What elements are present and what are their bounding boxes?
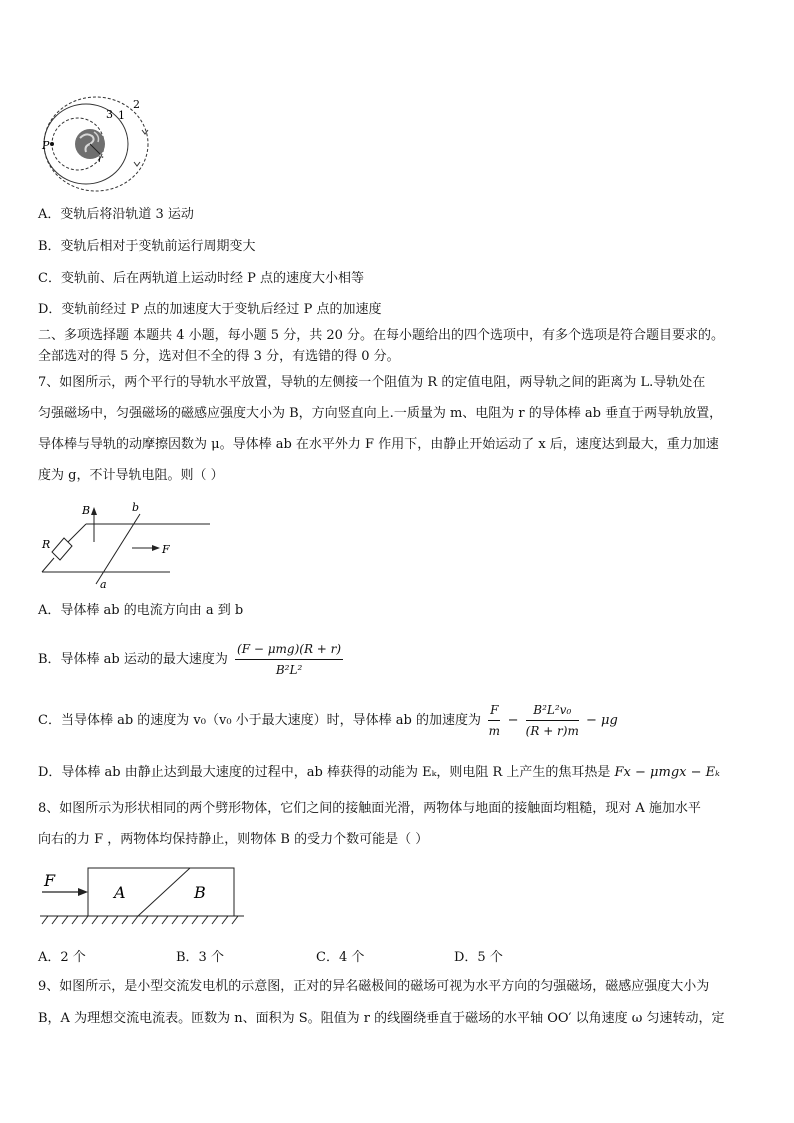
- rail-figure: [38, 500, 218, 592]
- q7-option-b-numerator: (F − μmg)(R + r): [235, 640, 343, 660]
- q7-stem-line4: 度为 g，不计导轨电阻。则（ ）: [38, 468, 224, 483]
- label-1: 1: [118, 109, 125, 122]
- label-b-field: B: [82, 504, 91, 517]
- label-r: r: [98, 154, 103, 165]
- q7-option-b-fraction: [235, 640, 343, 679]
- q7-option-b-text: B．导体棒 ab 运动的最大速度为: [38, 652, 228, 667]
- q7-option-c-fraction2: [526, 701, 579, 740]
- q6-option-c: C．变轨前、后在两轨道上运动时经 P 点的速度大小相等: [38, 271, 364, 286]
- q7-stem-line1: 7、如图所示，两个平行的导轨水平放置，导轨的左侧接一个阻值为 R 的定值电阻，两导轨之间的距离为 L.导轨处在: [38, 375, 706, 390]
- q7-option-c-f1-numerator: F: [488, 701, 500, 721]
- q7-option-b-denominator: B²L²: [275, 663, 303, 677]
- label-block-a: A: [114, 883, 126, 902]
- q7-option-b: [38, 640, 346, 679]
- q7-stem-line3: 导体棒与导轨的动摩擦因数为 μ。导体棒 ab 在水平外力 F 作用下，由静止开始运动了 x 后，速度达到最大，重力加速: [38, 437, 719, 452]
- q8-stem-line2: 向右的力 F ，两物体均保持静止，则物体 B 的受力个数可能是（ ）: [38, 832, 429, 847]
- label-force-f: F: [44, 871, 56, 890]
- q6-option-b: B．变轨后相对于变轨前运行周期变大: [38, 239, 256, 254]
- q7-option-d: [38, 764, 720, 782]
- label-2: 2: [133, 98, 140, 111]
- label-rod-b: b: [132, 501, 140, 514]
- q7-option-c-f2-numerator: B²L²v₀: [526, 701, 579, 721]
- label-p: P: [42, 139, 50, 152]
- q8-choice-b: B．3 个: [176, 950, 224, 965]
- q7-option-c-tail: − μg: [586, 713, 618, 728]
- q8-stem-line1: 8、如图所示为形状相同的两个劈形物体，它们之间的接触面光滑，两物体与地面的接触面均粗糙，现对 A 施加水平: [38, 801, 701, 816]
- label-force: F: [162, 543, 170, 556]
- section2-line1: 二、多项选择题 本题共 4 小题，每小题 5 分，共 20 分。在每小题给出的四个选项中，有多个选项是符合题目要求的。: [38, 328, 725, 343]
- q8-choice-d: D．5 个: [454, 950, 503, 965]
- section2-line2: 全部选对的得 5 分，选对但不全的得 3 分，有选错的得 0 分。: [38, 349, 400, 364]
- q6-option-d: D．变轨前经过 P 点的加速度大于变轨后经过 P 点的加速度: [38, 302, 382, 317]
- q7-option-d-expr: Fx − μmgx − Eₖ: [614, 765, 720, 780]
- q8-choice-c: C．4 个: [316, 950, 365, 965]
- q7-option-c-f1-denominator: m: [488, 724, 500, 738]
- q9-stem-line1: 9、如图所示，是小型交流发电机的示意图，正对的异名磁极间的磁场可视为水平方向的匀强磁场，磁感应强度大小为: [38, 979, 710, 994]
- q8-choice-a: A．2 个: [38, 950, 86, 965]
- label-resistor: R: [42, 538, 51, 551]
- point-p: [50, 142, 54, 146]
- q7-option-a: A．导体棒 ab 的电流方向由 a 到 b: [38, 603, 244, 618]
- wedge-figure: [38, 864, 248, 928]
- label-block-b: B: [194, 883, 206, 902]
- q7-option-c-f2-denominator: (R + r)m: [525, 724, 579, 738]
- label-3: 3: [106, 108, 113, 121]
- q7-option-c-text: C．当导体棒 ab 的速度为 v₀（v₀ 小于最大速度）时，导体棒 ab 的加速度为: [38, 713, 481, 728]
- q7-option-c: C．当导体棒 ab 的速度为 v₀（v₀ 小于最大速度）时，导体棒 ab 的加速度为 $\frac{F}{m}$ − $\frac{\text{B²L²v₀}}{(R + r)m}$ − μg: [38, 703, 618, 738]
- q9-stem-line2: B，A 为理想交流电流表。匝数为 n、面积为 S。阻值为 r 的线圈绕垂直于磁场的水平轴 OO′ 以角速度 ω 匀速转动，定: [38, 1011, 725, 1026]
- q6-option-a: A．变轨后将沿轨道 3 运动: [38, 207, 194, 222]
- q7-stem-line2: 匀强磁场中，匀强磁场的磁感应强度大小为 B，方向竖直向上.一质量为 m、电阻为 r 的导体棒 ab 垂直于两导轨放置，: [38, 406, 723, 421]
- q7-option-d-text: D．导体棒 ab 由静止达到最大速度的过程中，ab 棒获得的动能为 Eₖ，则电阻 R 上产生的焦耳热是: [38, 765, 611, 780]
- label-rod-a: a: [100, 578, 107, 591]
- orbit-figure: [40, 92, 160, 200]
- q7-option-c-fraction1: [488, 701, 500, 740]
